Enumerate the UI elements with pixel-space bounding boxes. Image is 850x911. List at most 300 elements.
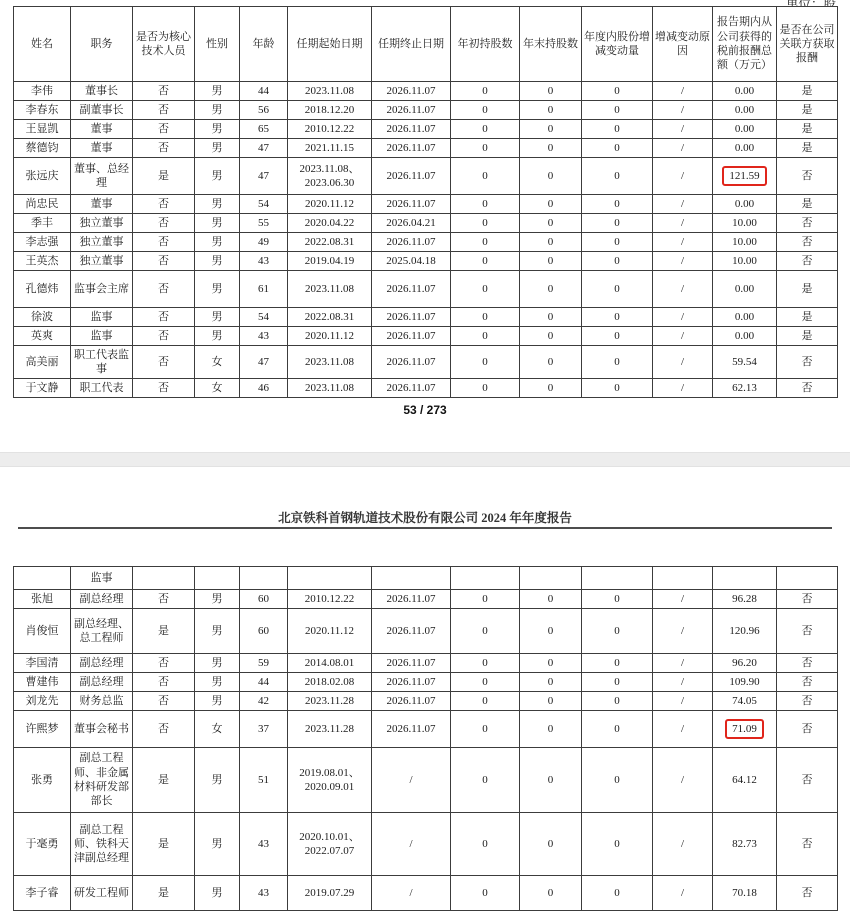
table-cell [777,567,838,590]
table-cell: 否 [133,654,195,673]
table-cell: / [653,252,713,271]
table-cell: 2026.11.07 [372,711,451,748]
column-header: 年龄 [240,7,288,82]
table-row [14,214,838,233]
table-cell: 否 [133,214,195,233]
table-cell: 0 [520,590,582,609]
table-cell: 2026.11.07 [372,379,451,398]
table-row [14,379,838,398]
column-header: 是否为核心技术人员 [133,7,195,82]
table-cell: 0 [520,271,582,308]
table-cell: 0.00 [713,82,777,101]
table-cell: 张远庆 [14,158,71,195]
table-cell: 0 [451,876,520,911]
table-cell: 董事 [71,195,133,214]
table-cell: 董事、总经理 [71,158,133,195]
table-cell: 是 [133,609,195,654]
table-cell: 0 [582,214,653,233]
table-cell: 董事 [71,139,133,158]
table-cell: 0 [582,654,653,673]
table-cell: / [653,214,713,233]
table-cell: 2026.11.07 [372,327,451,346]
table-cell: 96.20 [713,654,777,673]
table-cell: 男 [195,673,240,692]
table-cell: 2023.11.28 [288,692,372,711]
column-header: 增减变动原因 [653,7,713,82]
table-cell: 男 [195,82,240,101]
table-cell: / [653,139,713,158]
table-cell: 独立董事 [71,252,133,271]
table-cell: 董事长 [71,82,133,101]
table-cell: 李子睿 [14,876,71,911]
table-cell [713,711,777,748]
table-cell: / [372,813,451,876]
table-cell: 2026.11.07 [372,233,451,252]
directors-supervisors-table [13,6,838,398]
table-row [14,327,838,346]
table-cell: 44 [240,82,288,101]
table-row [14,271,838,308]
table-row [14,101,838,120]
table-cell: 董事会秘书 [71,711,133,748]
table-cell: 0 [451,101,520,120]
table-cell [713,567,777,590]
table-cell: 44 [240,673,288,692]
table-cell: 0 [582,101,653,120]
column-header: 是否在公司关联方获取报酬 [777,7,838,82]
table-cell: 男 [195,101,240,120]
table-cell: 否 [777,748,838,813]
table-cell: 0 [451,120,520,139]
table-cell: 男 [195,748,240,813]
table-cell: 82.73 [713,813,777,876]
column-header: 姓名 [14,7,71,82]
table-cell: 英爽 [14,327,71,346]
table-cell: 0 [582,590,653,609]
table-cell: / [372,748,451,813]
table-cell: / [653,379,713,398]
table-cell: 0 [520,692,582,711]
table-cell: 于文静 [14,379,71,398]
table-cell: 0 [451,195,520,214]
table-cell: 否 [133,346,195,379]
table-cell: 61 [240,271,288,308]
table-cell: 43 [240,252,288,271]
table-cell: 2026.11.07 [372,139,451,158]
table-cell: 2026.11.07 [372,195,451,214]
table-cell: / [653,308,713,327]
table-cell: 男 [195,876,240,911]
table-cell: 男 [195,271,240,308]
table-cell: 研发工程师 [71,876,133,911]
table-row [14,609,838,654]
table-cell: 0 [582,692,653,711]
table-cell: 职工代表 [71,379,133,398]
table-cell: 0 [520,654,582,673]
table-cell: 是 [133,748,195,813]
table-cell: 37 [240,711,288,748]
table-cell: 男 [195,139,240,158]
table-row [14,654,838,673]
table-cell: 0 [582,120,653,139]
table-cell: 0 [582,609,653,654]
table-cell: 0 [451,139,520,158]
table-row [14,673,838,692]
table-cell: 0 [451,327,520,346]
table-cell: / [653,813,713,876]
table-cell: / [372,876,451,911]
table-cell: 0 [520,876,582,911]
table-cell: 0 [520,379,582,398]
table-cell: 0 [582,711,653,748]
table-cell: 2023.11.08、2023.06.30 [288,158,372,195]
table-cell: 51 [240,748,288,813]
table-cell: 2020.11.12 [288,609,372,654]
table-cell: 2010.12.22 [288,120,372,139]
table-cell: 副总经理 [71,590,133,609]
table-row [14,308,838,327]
table-cell: 否 [133,327,195,346]
table-cell: 2026.11.07 [372,609,451,654]
table-cell: 2019.08.01、2020.09.01 [288,748,372,813]
table-cell: / [653,120,713,139]
table-cell: 0 [582,195,653,214]
table-cell: 2026.11.07 [372,82,451,101]
table-cell: 2025.04.18 [372,252,451,271]
table-cell: 独立董事 [71,214,133,233]
column-header: 性别 [195,7,240,82]
table-cell: 监事会主席 [71,271,133,308]
column-header: 任期终止日期 [372,7,451,82]
table-cell: 监事 [71,308,133,327]
table-cell: 2026.11.07 [372,101,451,120]
table-cell: 李国清 [14,654,71,673]
table-cell: 42 [240,692,288,711]
table-cell: 徐波 [14,308,71,327]
table-cell: 2026.11.07 [372,673,451,692]
table-cell: 2022.08.31 [288,233,372,252]
page-53-content [13,6,837,417]
table-cell: 否 [133,82,195,101]
table-cell: 男 [195,609,240,654]
table-cell: / [653,876,713,911]
table-cell: 副总工程师、非金属材料研发部部长 [71,748,133,813]
table-cell: 0 [451,379,520,398]
table-row [14,195,838,214]
table-cell: 0 [451,271,520,308]
table-cell: 55 [240,214,288,233]
table-cell: 2021.11.15 [288,139,372,158]
table-cell: 0.00 [713,271,777,308]
table-cell: 张旭 [14,590,71,609]
table-cell: 96.28 [713,590,777,609]
column-header: 年初持股数 [451,7,520,82]
table-cell: 2023.11.08 [288,346,372,379]
table-cell: 否 [777,876,838,911]
table-cell: 李春东 [14,101,71,120]
table-cell: 王英杰 [14,252,71,271]
table-cell: 60 [240,590,288,609]
table-cell: 0 [451,590,520,609]
table-cell: 刘龙先 [14,692,71,711]
table-cell [713,158,777,195]
table-cell: 否 [133,673,195,692]
table-cell: 56 [240,101,288,120]
table-cell: 0.00 [713,120,777,139]
table-cell: 是 [777,271,838,308]
table-cell: 0 [582,139,653,158]
table-cell: 0 [451,214,520,233]
table-cell: 0 [582,158,653,195]
table-cell: 否 [133,101,195,120]
table-cell: 否 [133,692,195,711]
table-cell: 0 [582,308,653,327]
table-cell: / [653,609,713,654]
table-cell: 否 [133,195,195,214]
table-cell: 2020.04.22 [288,214,372,233]
table-cell: 10.00 [713,214,777,233]
table-cell: 职工代表监事 [71,346,133,379]
table-cell [240,567,288,590]
table-cell: 2014.08.01 [288,654,372,673]
table-row [14,876,838,911]
column-header: 职务 [71,7,133,82]
table-cell: 0 [520,82,582,101]
table-cell: 0 [520,233,582,252]
table-cell: 男 [195,590,240,609]
table-cell: 0.00 [713,139,777,158]
table-cell: 2026.11.07 [372,590,451,609]
table-cell: 2026.11.07 [372,271,451,308]
table-cell: 0 [451,609,520,654]
table-cell: 43 [240,876,288,911]
table-row [14,711,838,748]
table-cell: 0 [451,711,520,748]
table-row [14,233,838,252]
table-cell: 否 [777,214,838,233]
table-cell: 0 [582,327,653,346]
table-cell: 否 [133,590,195,609]
table-cell: 109.90 [713,673,777,692]
table-cell: 64.12 [713,748,777,813]
table-cell: 于毫勇 [14,813,71,876]
table-cell: 监事 [71,327,133,346]
table-cell [288,567,372,590]
table-cell: 0 [582,813,653,876]
table-cell: 0 [520,101,582,120]
table-cell: 47 [240,158,288,195]
table-cell: 男 [195,195,240,214]
table-cell: 监事 [71,567,133,590]
table-cell: 0 [520,252,582,271]
table-cell: 蔡德钧 [14,139,71,158]
table-cell: 0 [520,120,582,139]
table-cell: 男 [195,158,240,195]
table-cell: 否 [777,654,838,673]
table-cell: / [653,195,713,214]
table-cell: 男 [195,120,240,139]
table-cell: 2026.11.07 [372,346,451,379]
table-cell: 2020.11.12 [288,327,372,346]
table-cell: 47 [240,139,288,158]
table-cell: 10.00 [713,233,777,252]
table-cell: 是 [133,158,195,195]
table-cell: 是 [777,308,838,327]
table-cell: / [653,711,713,748]
table-cell: 男 [195,692,240,711]
table-cell: 0 [582,748,653,813]
table-cell: 0 [451,308,520,327]
table-cell: 李志强 [14,233,71,252]
title-underline [18,527,832,529]
table-cell: 0 [451,158,520,195]
page-separator [0,452,850,467]
table-cell: / [653,82,713,101]
table-cell: 0 [520,158,582,195]
table-cell: 59 [240,654,288,673]
table-cell: 0 [520,195,582,214]
table-cell: 尚忠民 [14,195,71,214]
table-cell: 男 [195,308,240,327]
table-row [14,748,838,813]
table-cell: 0 [582,673,653,692]
table-cell: 62.13 [713,379,777,398]
table-cell: / [653,692,713,711]
table-cell: 2020.10.01、2022.07.07 [288,813,372,876]
table-cell [451,567,520,590]
table-cell: 0.00 [713,101,777,120]
table-cell: 2026.04.21 [372,214,451,233]
table-cell: 许熙梦 [14,711,71,748]
highlight-box: 71.09 [725,719,764,740]
table-cell: 54 [240,195,288,214]
table-cell: 否 [777,346,838,379]
table-cell: 60 [240,609,288,654]
table-cell: 0 [582,252,653,271]
table-cell: 副董事长 [71,101,133,120]
table-cell: 59.54 [713,346,777,379]
table-header-row [14,7,838,82]
table-cell: 副总经理、总工程师 [71,609,133,654]
table-cell: 70.18 [713,876,777,911]
table-cell: 0 [520,308,582,327]
executives-table [13,566,838,911]
table-cell: 否 [133,271,195,308]
table-cell: 0 [520,673,582,692]
table-cell: 董事 [71,120,133,139]
table-cell: / [653,590,713,609]
table-cell: 是 [777,195,838,214]
table-cell: 65 [240,120,288,139]
table-cell: 否 [777,692,838,711]
table-cell: 0 [451,346,520,379]
table-cell: 2026.11.07 [372,120,451,139]
table-cell: 2018.12.20 [288,101,372,120]
table-cell: 0 [520,609,582,654]
table-cell: 季丰 [14,214,71,233]
table-cell: 0 [520,711,582,748]
table-cell: 0 [582,379,653,398]
table-cell: 0.00 [713,308,777,327]
table-row [14,692,838,711]
table-cell: 否 [133,711,195,748]
table-cell: 副总经理 [71,673,133,692]
page-54-content [13,566,837,911]
table-cell: 0 [451,673,520,692]
table-cell: 是 [777,82,838,101]
highlight-box: 121.59 [722,166,766,187]
table-cell: 0 [520,748,582,813]
table-cell [520,567,582,590]
table-cell: 0.00 [713,195,777,214]
table-cell: 2023.11.08 [288,271,372,308]
table-cell: 120.96 [713,609,777,654]
table-cell: 是 [777,101,838,120]
report-title: 北京铁科首钢轨道技术股份有限公司 2024 年年度报告 [278,511,572,525]
table-cell: 0 [451,82,520,101]
table-cell: 是 [133,813,195,876]
column-header: 报告期内从公司获得的税前报酬总额（万元） [713,7,777,82]
table-cell: 43 [240,327,288,346]
table-cell: 0 [582,271,653,308]
table-cell: 孔德炜 [14,271,71,308]
table-cell [14,567,71,590]
table-cell: 李伟 [14,82,71,101]
table-cell: 43 [240,813,288,876]
table-cell: 否 [777,673,838,692]
table-cell: 0 [520,327,582,346]
table-cell: 2026.11.07 [372,654,451,673]
table-cell: 2023.11.08 [288,379,372,398]
table-cell: / [653,158,713,195]
table-cell: 否 [777,609,838,654]
table-cell: 0 [520,346,582,379]
table-cell: 副总工程师、铁科天津副总经理 [71,813,133,876]
table-row [14,346,838,379]
column-header: 任期起始日期 [288,7,372,82]
table-cell: 否 [777,813,838,876]
page-number: 53 / 273 [403,403,447,417]
table-cell: 否 [777,379,838,398]
table-cell: 2023.11.28 [288,711,372,748]
table-cell: 独立董事 [71,233,133,252]
table-cell: 是 [133,876,195,911]
table-cell: 0 [451,813,520,876]
table-cell: 否 [133,308,195,327]
table-cell: 否 [133,139,195,158]
table-cell [582,567,653,590]
table-cell: 否 [133,252,195,271]
table-row [14,590,838,609]
table-cell: 男 [195,654,240,673]
table-cell: 张勇 [14,748,71,813]
table-cell: 0 [451,654,520,673]
table-cell: 否 [133,233,195,252]
table-cell: 0 [582,876,653,911]
table-cell: 否 [777,711,838,748]
table-cell: 49 [240,233,288,252]
table-cell: 0 [451,692,520,711]
table-cell: / [653,233,713,252]
table-cell: 男 [195,813,240,876]
table-cell: 否 [133,120,195,139]
table-cell: 2022.08.31 [288,308,372,327]
table-cell: 74.05 [713,692,777,711]
table-cell: 否 [777,233,838,252]
column-header: 年度内股份增减变动量 [582,7,653,82]
table-cell: 否 [777,590,838,609]
table-cell: 男 [195,214,240,233]
